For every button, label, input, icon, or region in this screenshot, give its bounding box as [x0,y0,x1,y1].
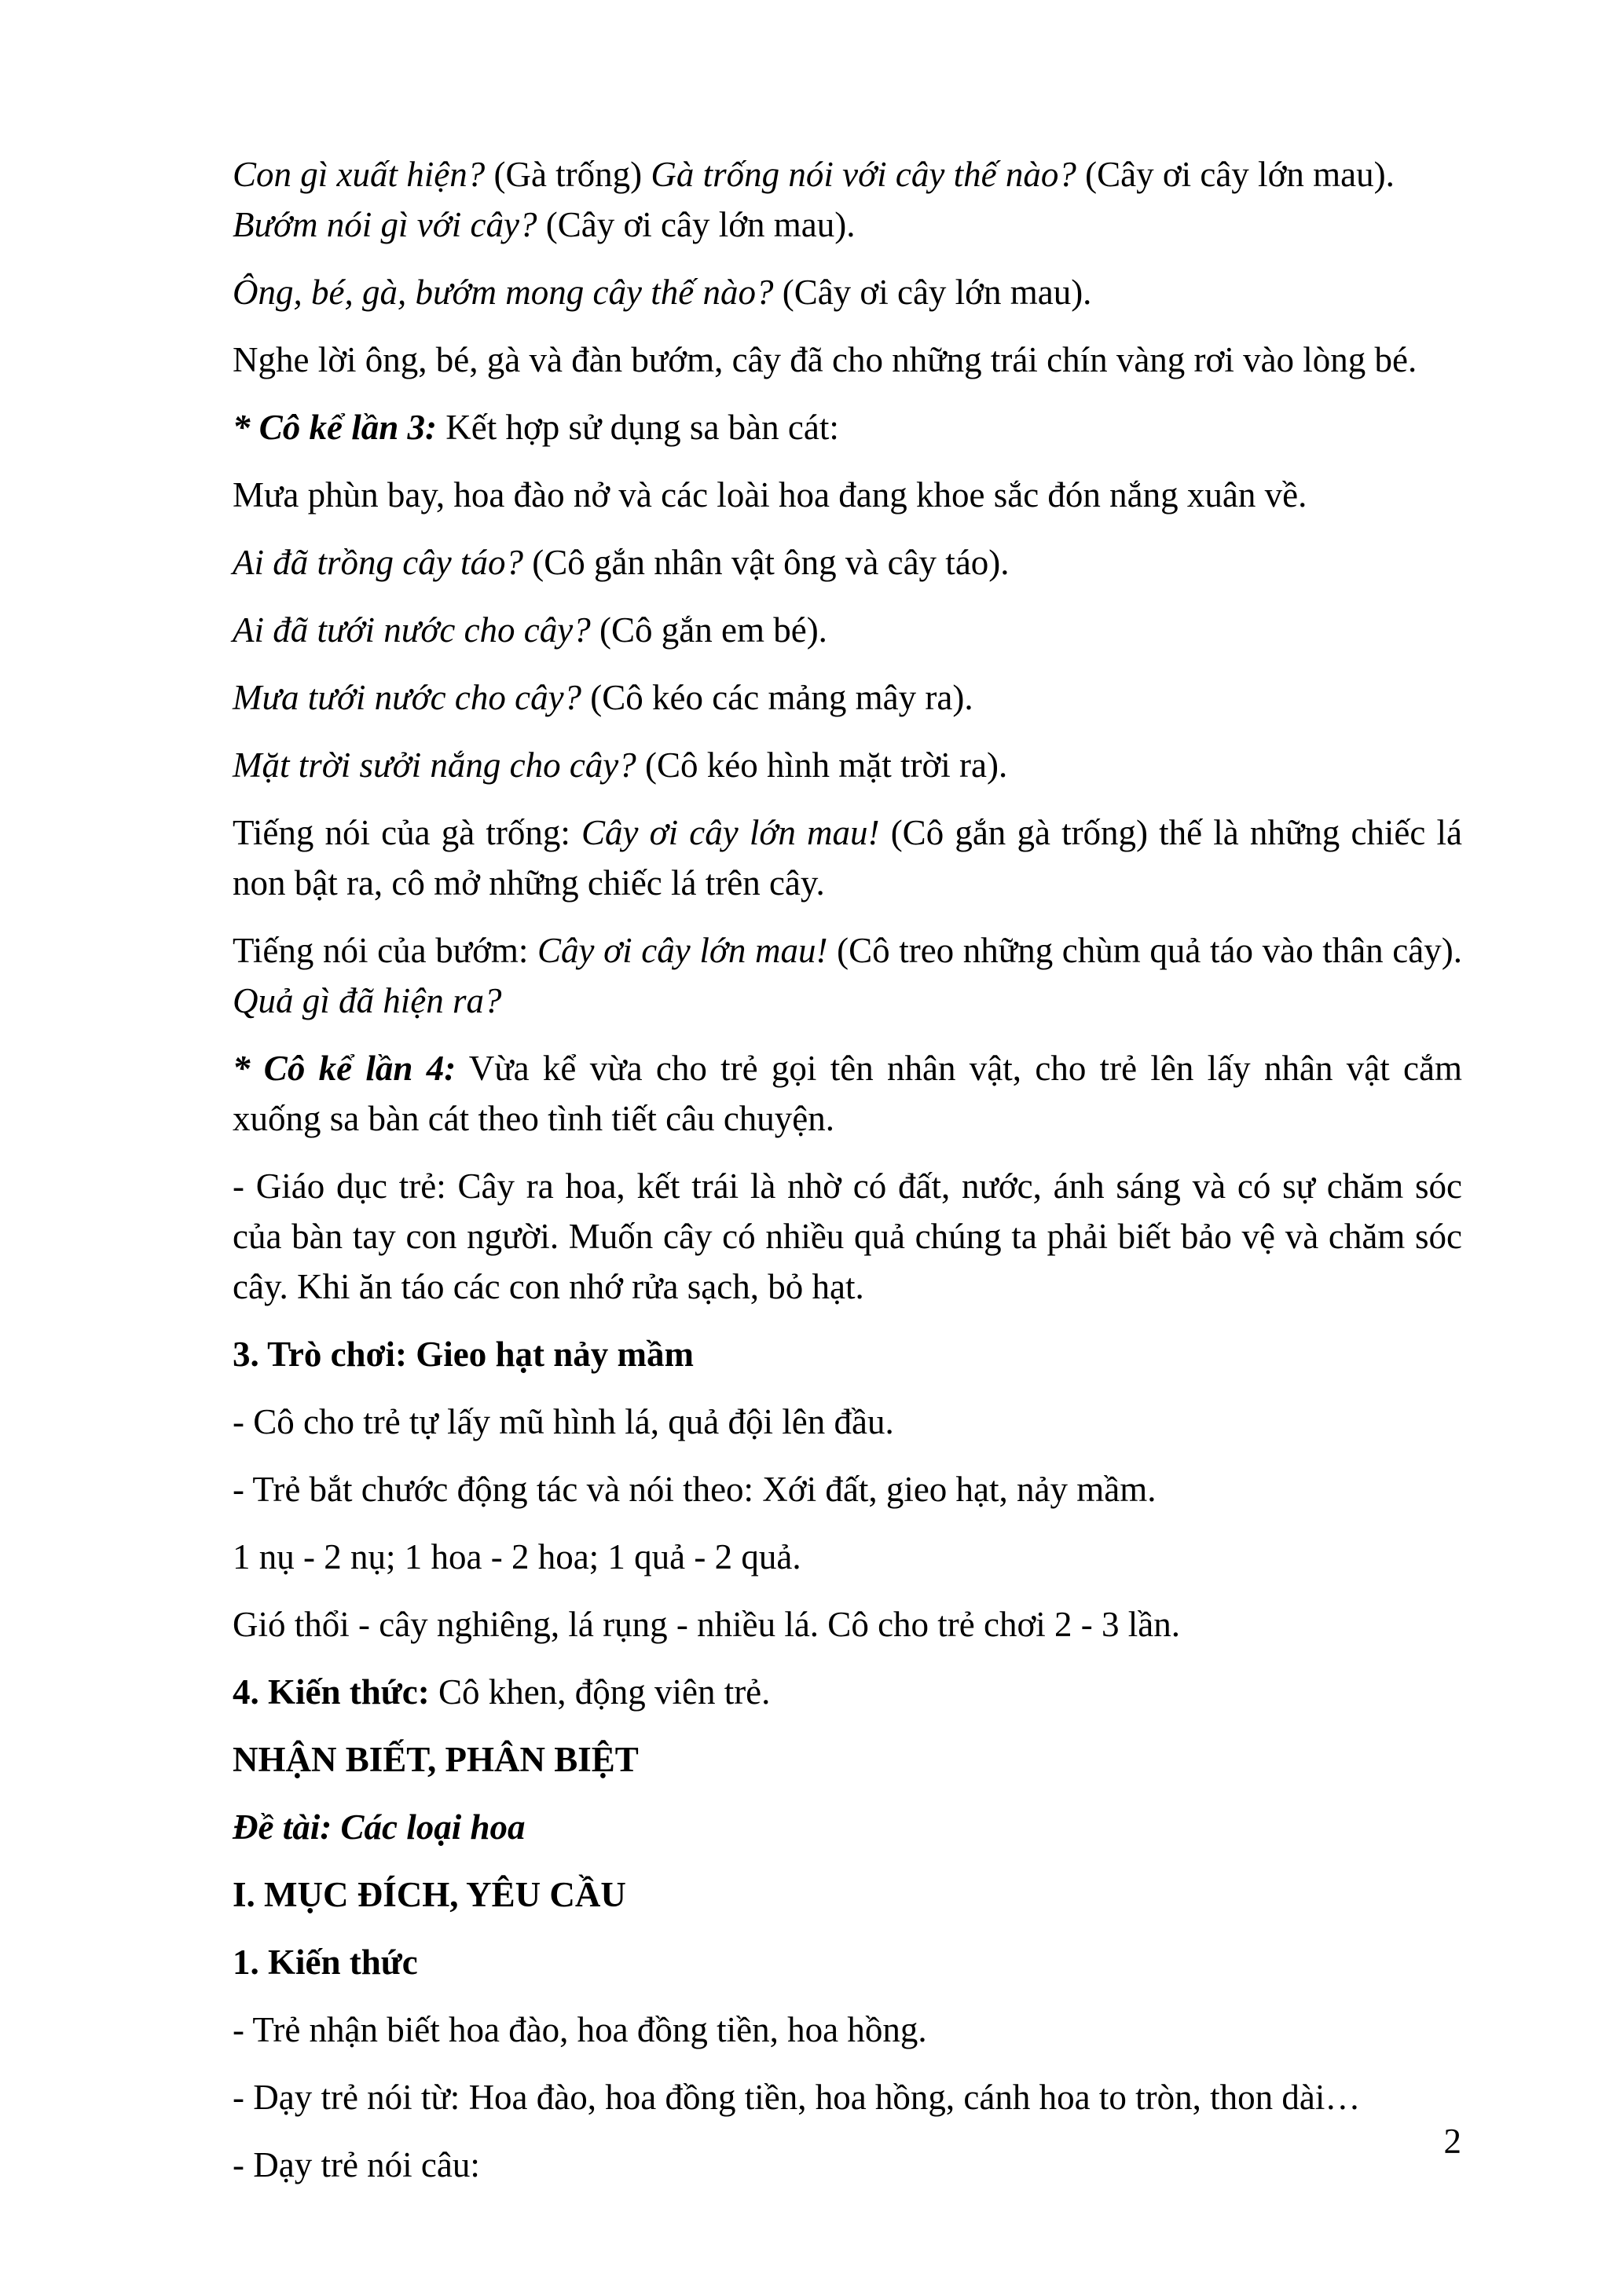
paragraph: - Dạy trẻ nói câu: [233,2145,480,2184]
answer-text: (Cây ơi cây lớn mau). [1076,155,1395,194]
page-number: 2 [1443,2122,1461,2161]
question-text: Mặt trời sưởi nắng cho cây? [233,745,636,785]
paragraph: Gió thổi - cây nghiêng, lá rụng - nhiều lá. Cô cho trẻ chơi 2 - 3 lần. [233,1605,1180,1644]
document-page [233,149,1462,2207]
step-label: * Cô kể lần 4: [233,1049,456,1088]
body-text: Tiếng nói của gà trống: [233,813,582,852]
section-heading: NHẬN BIẾT, PHÂN BIỆT [233,1740,639,1779]
question-text: Gà trống nói với cây thế nào? [651,155,1076,194]
question-text: Ông, bé, gà, bướm mong cây thế nào? [233,273,774,312]
paragraph [233,1667,1462,1717]
answer-text: (Cô kéo hình mặt trời ra). [636,745,1008,785]
question-text: Bướm nói gì với cây? [233,205,537,244]
body-text: (Cô gắn gà trống) thế là những chiếc lá non bật ra, cô mở những chiếc lá trên cây. [233,813,1462,903]
paragraph [233,537,1462,588]
paragraph: Mưa phùn bay, hoa đào nở và các loài hoa đang khoe sắc đón nắng xuân về. [233,475,1307,514]
body-text: (Cô treo những chùm quả táo vào thân cây). [827,931,1462,970]
section-label: 4. Kiến thức: [233,1672,430,1712]
paragraph: - Dạy trẻ nói từ: Hoa đào, hoa đồng tiền, hoa hồng, cánh hoa to tròn, thon dài… [233,2078,1361,2117]
step-text: Vừa kể vừa cho trẻ gọi tên nhân vật, cho trẻ lên lấy nhân vật cắm xuống sa bàn cát theo tình tiết câu chuyện. [233,1049,1462,1138]
question-text: Quả gì đã hiện ra? [233,981,502,1020]
paragraph: Nghe lời ông, bé, gà và đàn bướm, cây đã cho những trái chín vàng rơi vào lòng bé. [233,340,1417,379]
paragraph [233,925,1462,1026]
paragraph [233,267,1462,317]
answer-text: (Cây ơi cây lớn mau). [537,205,856,244]
question-text: Ai đã tưới nước cho cây? [233,610,591,650]
subsection-heading: 1. Kiến thức [233,1943,418,1982]
paragraph: 1 nụ - 2 nụ; 1 hoa - 2 hoa; 1 quả - 2 quả. [233,1537,801,1576]
paragraph [233,1043,1462,1144]
question-text: Mưa tưới nước cho cây? [233,678,582,717]
paragraph: - Giáo dục trẻ: Cây ra hoa, kết trái là nhờ có đất, nước, ánh sáng và có sự chăm sóc của bàn tay con người. Muốn cây có nhiều quả chúng ta phải biết bảo vệ và chăm sóc cây. Khi ăn táo các con nhớ rửa sạch, bỏ hạt. [233,1166,1462,1306]
paragraph [233,605,1462,655]
section-heading: I. MỤC ĐÍCH, YÊU CẦU [233,1875,626,1914]
answer-text: (Cô kéo các mảng mây ra). [581,678,973,717]
answer-text: (Gà trống) [485,155,651,194]
body-text: Cô khen, động viên trẻ. [429,1672,771,1712]
topic-heading: Đề tài: Các loại hoa [233,1807,526,1847]
answer-text: (Cây ơi cây lớn mau). [773,273,1092,312]
answer-text: (Cô gắn nhân vật ông và cây táo). [522,543,1010,582]
question-text: Ai đã trồng cây táo? [233,543,523,582]
quote-text: Cây ơi cây lớn mau! [581,813,880,852]
paragraph: - Trẻ bắt chước động tác và nói theo: Xới đất, gieo hạt, nảy mầm. [233,1470,1157,1509]
question-text: Con gì xuất hiện? [233,155,486,194]
paragraph: - Trẻ nhận biết hoa đào, hoa đồng tiền, hoa hồng. [233,2010,927,2049]
body-text: Tiếng nói của bướm: [233,931,538,970]
paragraph [233,740,1462,790]
answer-text: (Cô gắn em bé). [590,610,827,650]
step-text: Kết hợp sử dụng sa bàn cát: [437,408,839,447]
paragraph [233,402,1462,452]
step-label: * Cô kể lần 3: [233,408,438,447]
paragraph [233,807,1462,908]
quote-text: Cây ơi cây lớn mau! [537,931,828,970]
paragraph: - Cô cho trẻ tự lấy mũ hình lá, quả đội lên đầu. [233,1402,894,1441]
section-heading: 3. Trò chơi: Gieo hạt nảy mầm [233,1335,694,1374]
paragraph [233,672,1462,723]
paragraph [233,149,1462,250]
